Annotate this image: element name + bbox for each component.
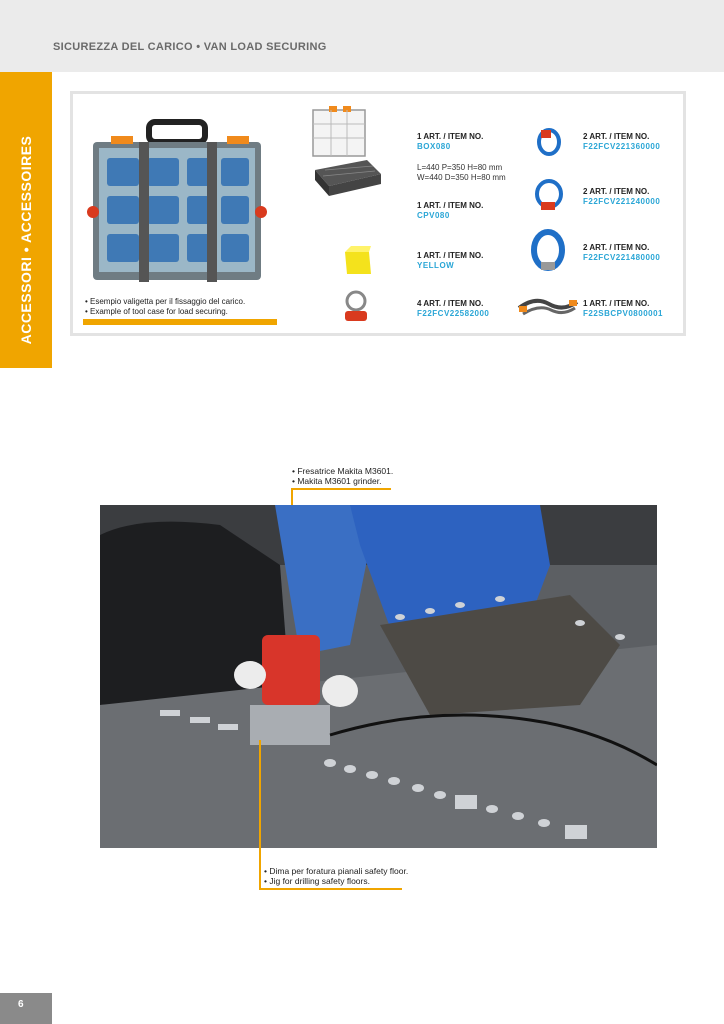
item-qty-label: 4 ART. / ITEM NO.	[417, 299, 484, 308]
page-number: 6	[18, 999, 24, 1010]
item-code: F22SBCPV0800001	[583, 309, 663, 318]
ratchet-strap-icon	[529, 176, 569, 216]
item-f22fcv221360000	[583, 132, 660, 152]
item-f22fcv22582000	[417, 299, 489, 319]
dimensions-en: W=440 D=350 H=80 mm	[417, 173, 506, 182]
ratchet-strap-icon	[531, 124, 567, 160]
tool-case-image	[87, 116, 267, 286]
yellow-bin-icon	[341, 242, 375, 276]
callout-line	[259, 888, 402, 890]
organizer-box-icon	[311, 152, 383, 202]
grinder-callout	[292, 466, 393, 486]
page-number-box	[0, 993, 52, 1024]
callout-line	[291, 488, 391, 490]
case-caption-it: • Esempio valigetta per il fissaggio del carico.	[85, 297, 246, 306]
page-title: SICUREZZA DEL CARICO • VAN LOAD SECURING	[53, 41, 327, 53]
item-qty-label: 2 ART. / ITEM NO.	[583, 187, 650, 196]
item-f22sbcpv0800001	[583, 299, 663, 319]
item-qty-label: 1 ART. / ITEM NO.	[417, 201, 484, 210]
case-caption-en: • Example of tool case for load securing.	[85, 307, 228, 316]
jig-callout-en: • Jig for drilling safety floors.	[264, 876, 370, 886]
item-f22fcv221240000	[583, 187, 660, 207]
item-qty-label: 1 ART. / ITEM NO.	[417, 251, 484, 260]
item-code: F22FCV221360000	[583, 142, 661, 151]
strap-set-icon	[515, 292, 581, 322]
item-box080	[417, 132, 483, 152]
ratchet-strap-icon	[525, 228, 571, 276]
box-dimensions	[417, 163, 506, 183]
caption-underline	[83, 319, 277, 325]
grinder-callout-en: • Makita M3601 grinder.	[292, 476, 382, 486]
item-yellow	[417, 251, 483, 271]
item-code: F22FCV221480000	[583, 253, 661, 262]
lashing-ring-icon	[339, 287, 373, 327]
item-qty-label: 1 ART. / ITEM NO.	[417, 132, 484, 141]
dimensions-it: L=440 P=350 H=80 mm	[417, 163, 503, 172]
side-section-label: ACCESSORI • ACCESSOIRES	[18, 135, 34, 345]
jig-callout	[264, 866, 408, 886]
item-qty-label: 2 ART. / ITEM NO.	[583, 243, 650, 252]
item-code: F22FCV221240000	[583, 197, 661, 206]
jig-callout-it: • Dima per foratura pianali safety floor.	[264, 866, 409, 876]
item-code: BOX080	[417, 142, 451, 151]
item-f22fcv221480000	[583, 243, 660, 263]
callout-line	[259, 740, 261, 890]
side-section-tab	[0, 72, 52, 368]
grinder-callout-it: • Fresatrice Makita M3601.	[292, 466, 394, 476]
item-qty-label: 1 ART. / ITEM NO.	[583, 299, 650, 308]
case-caption	[85, 297, 245, 317]
item-qty-label: 2 ART. / ITEM NO.	[583, 132, 650, 141]
accessories-panel	[70, 91, 686, 336]
drilling-floor-image	[100, 505, 657, 848]
item-cpv080	[417, 201, 483, 221]
workshop-photo	[100, 505, 657, 848]
item-code: F22FCV22582000	[417, 309, 490, 318]
item-code: CPV080	[417, 211, 450, 220]
item-code: YELLOW	[417, 261, 455, 270]
page-header	[0, 0, 724, 72]
